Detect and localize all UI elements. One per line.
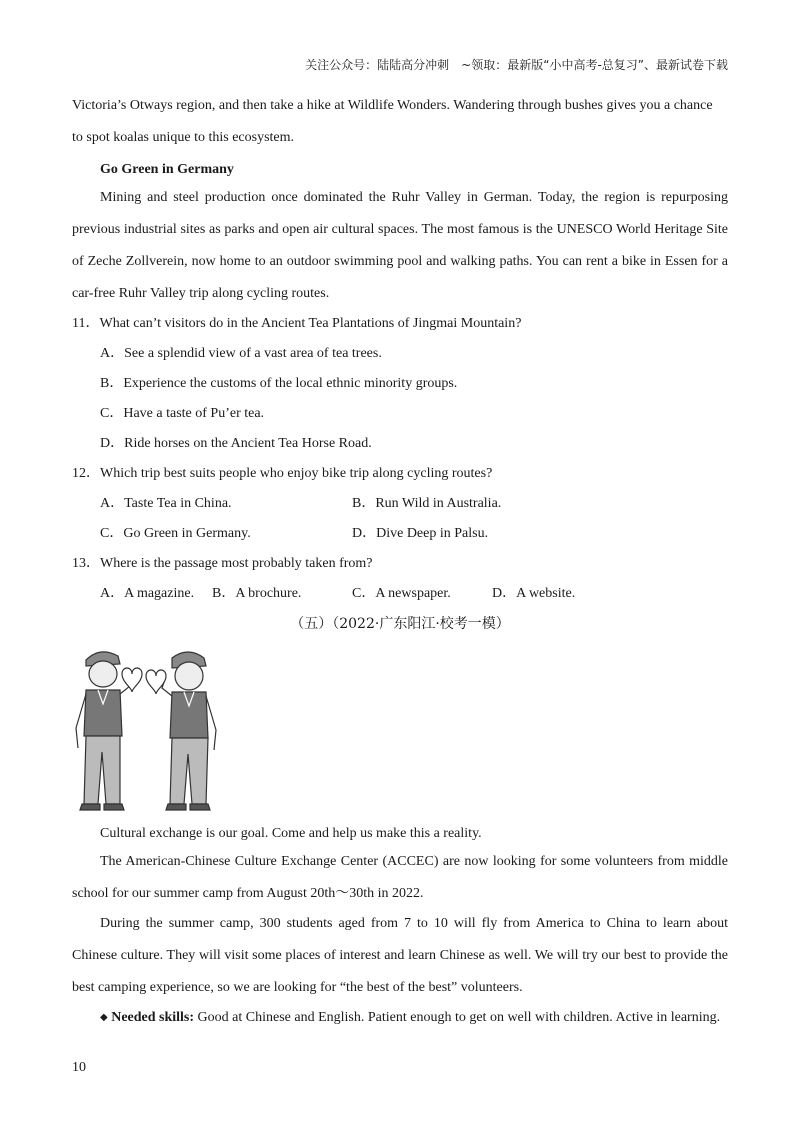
question-11-option-b: B．Experience the customs of the local ethnic minority groups.	[100, 376, 458, 391]
right-child-pants	[170, 738, 208, 804]
bullet-icon: ◆	[100, 1012, 108, 1023]
heading-go-green-germany: Go Green in Germany	[100, 162, 234, 177]
question-12-option-c: C．Go Green in Germany.	[100, 526, 251, 541]
paragraph-otways-line2: to spot koalas unique to this ecosystem.	[72, 130, 295, 145]
question-12-stem: 12．Which trip best suits people who enjoy bike trip along cycling routes?	[72, 466, 493, 481]
left-child-vest	[84, 690, 122, 736]
left-child-shoes	[80, 804, 124, 810]
passage5-paragraph-camp: During the summer camp, 300 students aged from 7 to 10 will fly from America to China to learn about Chinese culture. They will visit some places of interest and learn Chinese as well. We will try our best to provide the best camping experience, so we are looking for “the best of the best” volunteers.	[72, 916, 728, 995]
question-13-option-d: D．A website.	[492, 586, 576, 601]
question-11-option-d: D．Ride horses on the Ancient Tea Horse Road.	[100, 436, 372, 451]
heart-right	[146, 670, 166, 694]
passage5-intro: Cultural exchange is our goal. Come and help us make this a reality.	[100, 826, 482, 841]
question-11-stem: 11．What can’t visitors do in the Ancient Tea Plantations of Jingmai Mountain?	[72, 316, 522, 331]
right-child-left-arm	[162, 682, 172, 696]
question-11-option-c: C．Have a taste of Pu’er tea.	[100, 406, 265, 421]
right-child-head	[175, 662, 203, 690]
needed-skills-label: Needed skills:	[111, 1010, 195, 1025]
section-title: （五）（2022·广东阳江·校考一模）	[290, 616, 510, 632]
needed-skills-text: Good at Chinese and English. Patient enough to get on well with children. Active in learning.	[194, 1010, 721, 1025]
question-13-option-c: C．A newspaper.	[352, 586, 451, 601]
question-13-option-b: B．A brochure.	[212, 586, 302, 601]
passage5-paragraph-accec: The American-Chinese Culture Exchange Center (ACCEC) are now looking for some volunteers from middle school for our summer camp from August 20th～30th in 2022.	[72, 854, 728, 901]
page-header: 关注公众号：陆陆高分冲刺 ~领取：最新版“小中高考-总复习”、最新试卷下载	[305, 58, 728, 72]
paragraph-ruhr-valley: Mining and steel production once dominated the Ruhr Valley in German. Today, the region is repurposing previous industrial sites as parks and open air cultural spaces. The most famous is the UNESCO World Heritage Site of Zeche Zollverein, now home to an outdoor swimming pool and walking paths. You can rent a bike in Essen for a car-free Ruhr Valley trip along cycling routes.	[72, 190, 728, 301]
needed-skills-line	[100, 1002, 728, 1034]
two-kids-holding-hearts-illustration	[72, 644, 222, 812]
question-13-stem: 13．Where is the passage most probably taken from?	[72, 556, 373, 571]
question-12-option-a: A．Taste Tea in China.	[100, 496, 232, 511]
heart-left	[122, 668, 142, 692]
right-child-shoes	[166, 804, 210, 810]
page-number: 10	[72, 1060, 86, 1075]
question-12-option-b: B．Run Wild in Australia.	[352, 496, 502, 511]
question-12-option-d: D．Dive Deep in Palsu.	[352, 526, 489, 541]
question-11-option-a: A．See a splendid view of a vast area of tea trees.	[100, 346, 382, 361]
left-child-head	[89, 661, 117, 687]
right-child-vest	[170, 692, 208, 738]
question-13-option-a: A．A magazine.	[100, 586, 195, 601]
left-child-pants	[84, 736, 120, 804]
paragraph-otways-line1: Victoria’s Otways region, and then take a hike at Wildlife Wonders. Wandering through bushes gives you a chance	[72, 98, 713, 113]
